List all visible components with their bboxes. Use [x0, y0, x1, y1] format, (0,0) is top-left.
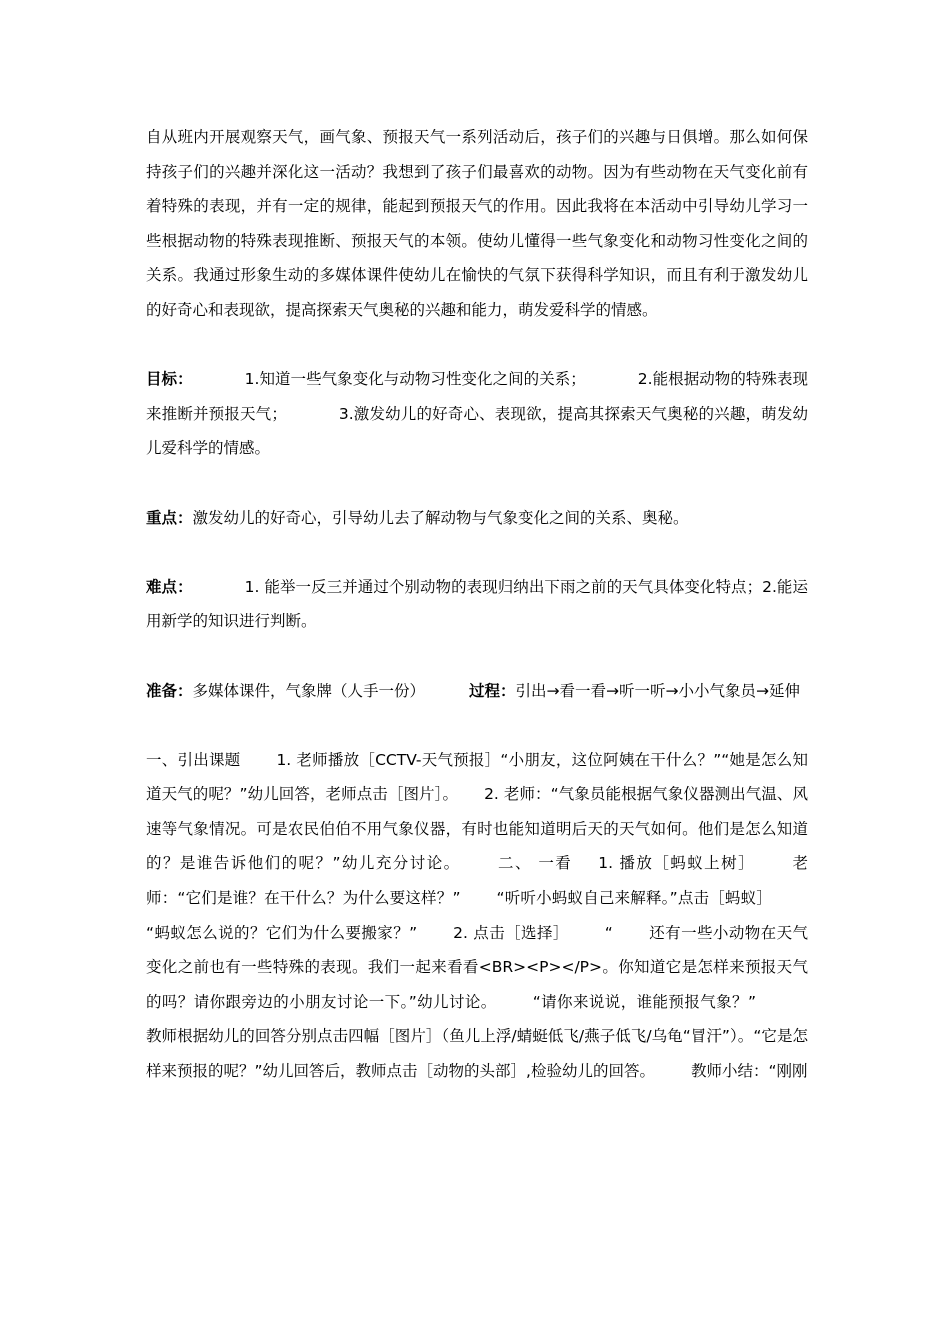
- goal-item-2: 2.能根据动物的特殊表现来推断并预报天气；: [146, 370, 808, 423]
- intro-paragraph: 自从班内开展观察天气，画气象、预报天气一系列活动后，孩子们的兴趣与日俱增。那么如何保持孩子们的兴趣并深化这一活动？我想到了孩子们最喜欢的动物。因为有些动物在天气变化前有着特殊的表现，并有一定的规律，能起到预报天气的作用。因此我将在本活动中引导幼儿学习一些根据动物的特殊表现推断、预报天气的本领。使幼儿懂得一些气象变化和动物习性变化之间的关系。我通过形象生动的多媒体课件使幼儿在愉快的气氛下获得科学知识，而且有利于激发幼儿的好奇心和表现欲，提高探索天气奥秘的兴趣和能力，萌发爱科学的情感。: [146, 128, 808, 319]
- goals-paragraph: [146, 362, 808, 466]
- goals-label: 目标：: [146, 370, 193, 389]
- listen-ant-text: “听听小蚂蚁自己来解释。”点击［蚂蚁］: [496, 889, 773, 908]
- paragraph-gap: [146, 708, 808, 743]
- paragraph-gap: [146, 639, 808, 674]
- look-step-2: 2. 点击［选择］: [453, 923, 569, 942]
- difficulty-item-1: 1. 能举一反三并通过个别动物的表现归纳出下雨之前的天气具体变化特点；: [244, 577, 763, 596]
- prep-label: 准备：: [146, 681, 193, 700]
- paragraph-gap: [146, 466, 808, 501]
- step-1-text: 1. 老师播放［CCTV-天气预报］“小朋友，这位阿姨在干什么？”“她是怎么知道天气的呢？”幼儿回答，老师点击［图片］。: [146, 750, 808, 804]
- focus-label: 重点：: [146, 508, 193, 527]
- difficulty-item-2: 2.能运用新学的知识进行判断。: [146, 577, 808, 631]
- open-quote: “: [604, 923, 613, 942]
- prep-text: 多媒体课件，气象牌（人手一份）: [192, 681, 426, 700]
- teacher-clicks-text: 教师根据幼儿的回答分别点击四幅［图片］（鱼儿上浮/蜻蜓低飞/燕子低飞/乌龟“冒汗”）。“它是怎样来预报的呢？”幼儿回答后，教师点击［动物的头部］,检验幼儿的回答。: [146, 1027, 808, 1081]
- difficulty-label: 难点：: [146, 577, 193, 596]
- ant-question: “蚂蚁怎么说的？它们为什么要搬家？”: [146, 923, 418, 942]
- section-look-heading: 二、 一看: [496, 854, 573, 873]
- step-2-text: 2. 老师：“气象员能根据气象仪器测出气温、风速等气象情况。可是农民伯伯不用气象仪器，有时也能知道明后天的天气如何。他们是怎么知道的？是谁告诉他们的呢？”幼儿充分讨论。: [146, 785, 808, 873]
- other-animals-text: 还有一些小动物在天气变化之前也有一些特殊的表现。我们一起来看看<BR><P></P>。你知道它是怎样来预报天气的吗？请你跟旁边的小朋友讨论一下。”幼儿讨论。: [146, 923, 808, 1011]
- difficulty-paragraph: [146, 570, 808, 639]
- document-page: [146, 120, 808, 1089]
- process-label: 过程：: [469, 681, 516, 700]
- look-step-1: 1. 播放［蚂蚁上树］: [598, 854, 756, 873]
- goal-item-1: 1.知道一些气象变化与动物习性变化之间的关系；: [244, 370, 586, 389]
- section-intro-heading: 一、引出课题: [146, 750, 241, 769]
- teacher-question: 老师：“它们是谁？在干什么？为什么要这样？”: [146, 854, 808, 908]
- focus-paragraph: [146, 501, 808, 536]
- process-summary: 引出→看一看→听一听→小小气象员→延伸: [515, 681, 800, 700]
- paragraph-gap: [146, 328, 808, 363]
- process-paragraph: [146, 743, 808, 1089]
- paragraph-gap: [146, 535, 808, 570]
- teacher-summary: 教师小结：“刚刚: [690, 1062, 808, 1081]
- goal-item-3: 3.激发幼儿的好奇心、表现欲，提高其探索天气奥秘的兴趣，萌发幼儿爱科学的情感。: [146, 404, 808, 458]
- prep-paragraph: [146, 674, 808, 709]
- focus-text: 激发幼儿的好奇心，引导幼儿去了解动物与气象变化之间的关系、奥秘。: [192, 508, 689, 527]
- who-predicts-question: “请你来说说，谁能预报气象？”: [532, 992, 756, 1011]
